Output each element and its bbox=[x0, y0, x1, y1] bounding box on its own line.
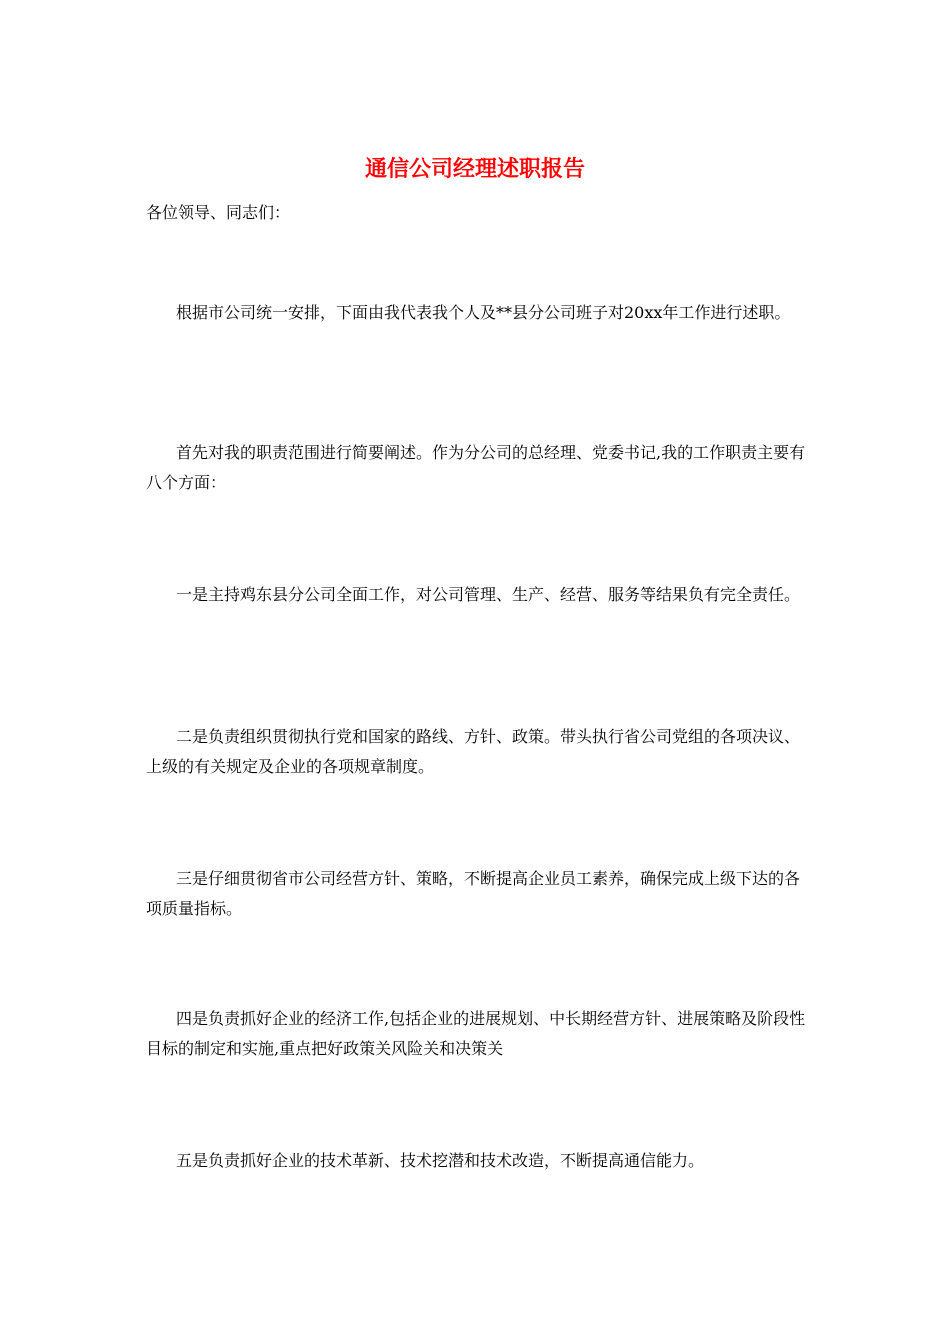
paragraph-1: 根据市公司统一安排，下面由我代表我个人及**县分公司班子对20xx年工作进行述职。 bbox=[176, 303, 791, 322]
paragraph-3: 一是主持鸡东县分公司全面工作，对公司管理、生产、经营、服务等结果负有完全责任。 bbox=[176, 585, 801, 604]
document-title: 通信公司经理述职报告 bbox=[364, 156, 585, 182]
paragraph-2: 首先对我的职责范围进行简要阐述。作为分公司的总经理、党委书记,我的工作职责主要有八个方面： bbox=[146, 443, 806, 492]
paragraph-4: 二是负责组织贯彻执行党和国家的路线、方针、政策。带头执行省公司党组的各项决议、上级的有关规定及企业的各项规章制度。 bbox=[146, 727, 801, 776]
paragraph-6: 四是负责抓好企业的经济工作,包括企业的进展规划、中长期经营方针、进展策略及阶段性目标的制定和实施,重点把好政策关风险关和决策关 bbox=[146, 1009, 806, 1058]
greeting: 各位领导、同志们： bbox=[146, 203, 291, 222]
paragraph-5: 三是仔细贯彻省市公司经营方针、策略，不断提高企业员工素养，确保完成上级下达的各项质量指标。 bbox=[146, 869, 801, 918]
paragraph-7: 五是负责抓好企业的技术革新、技术挖潜和技术改造，不断提高通信能力。 bbox=[176, 1151, 705, 1170]
